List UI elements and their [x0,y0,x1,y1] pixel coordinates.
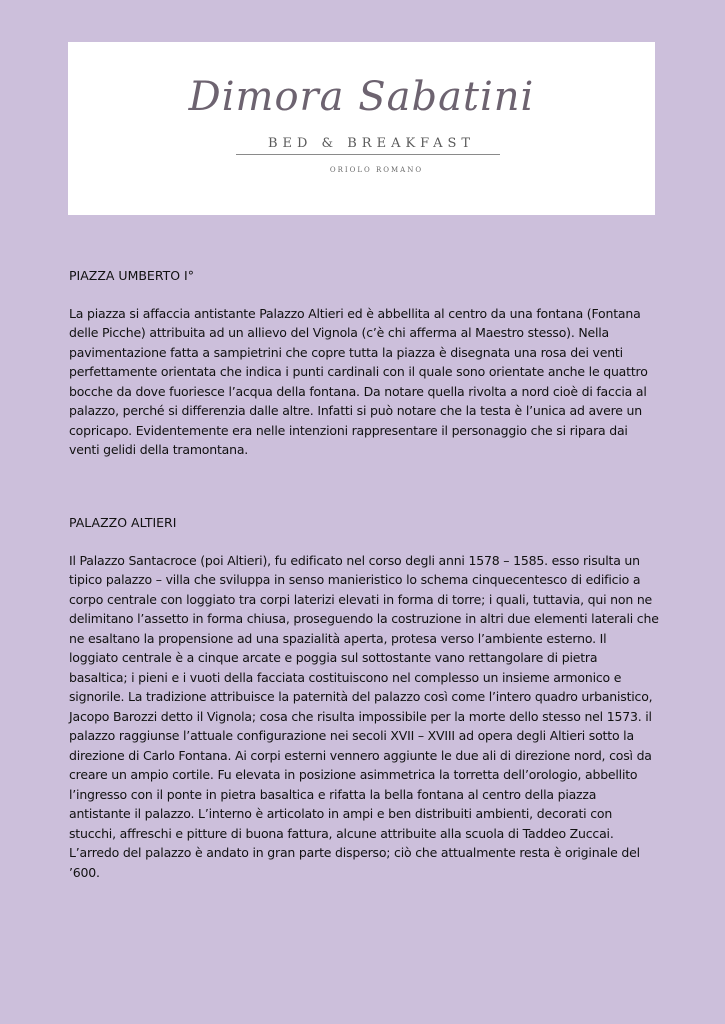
section-palazzo-altieri [69,513,659,882]
logo-divider [236,154,500,155]
section-body: Il Palazzo Santacroce (poi Altieri), fu edificato nel corso degli anni 1578 – 1585. esso risulta un tipico palazzo – villa che sviluppa in senso manieristico lo schema cinquecentesco di edificio a corpo centrale con loggiato tra corpi laterizi elevati in forma di torre; i quali, tuttavia, qui non ne delimitano l’assetto in forma chiusa, proseguendo la costruzione in altri due elementi laterali che ne esaltano la propensione ad una spazialità aperta, protesa verso l’ambiente esterno. Il loggiato centrale è a cinque arcate e poggia sul sottostante vano rettangolare di pietra basaltica; i pieni e i vuoti della facciata costituiscono nel complesso un insieme armonico e signorile. La tradizione attribuisce la paternità del palazzo così come l’intero quadro urbanistico, Jacopo Barozzi detto il Vignola; cosa che risulta impossibile per la morte dello stesso nel 1573. il palazzo raggiunse l’attuale configurazione nei secoli XVII – XVIII ad opera degli Altieri sotto la direzione di Carlo Fontana. Ai corpi esterni vennero aggiunte le due ali di direzione nord, così da creare un ampio cortile. Fu elevata in posizione asimmetrica la torretta dell’orologio, abbellito l’ingresso con il ponte in pietra basaltica e rifatta la bella fontana al centro della piazza antistante il palazzo. L’interno è articolato in ampi e ben distribuiti ambienti, decorati con stucchi, affreschi e pitture di buona fattura, alcune attribuite alla scuola di Taddeo Zuccai. L’arredo del palazzo è andato in gran parte disperso; ciò che attualmente resta è originale del ’600. [69,552,659,880]
section-heading: PALAZZO ALTIERI [69,515,177,530]
logo-subtitle: BED & BREAKFAST [267,136,476,151]
section-piazza-umberto [69,266,659,460]
section-body: La piazza si affaccia antistante Palazzo Altieri ed è abbellita al centro da una fontana (Fontana delle Picche) attribuita ad un allievo del Vignola (c’è chi afferma al Maestro stesso). Nella pavimentazione fatta a sampietrini che copre tutta la piazza è disegnata una rosa dei venti perfettamente orientata che indica i punti cardinali con il quale sono orientate anche le quattro bocche da dove fuoriesce l’acqua della fontana. Da notare quella rivolta a nord cioè di faccia al palazzo, perché si differenzia dalle altre. Infatti si può notare che la testa è l’unica ad avere un copricapo. Evidentemente era nelle intenzioni rappresentare il personaggio che si ripara dai venti gelidi della tramontana. [69,305,648,457]
logo-place: ORIOLO ROMANO [329,166,424,174]
section-heading: PIAZZA UMBERTO I° [69,268,194,283]
logo-name: Dimora Sabatini [188,74,535,120]
logo [68,42,655,215]
